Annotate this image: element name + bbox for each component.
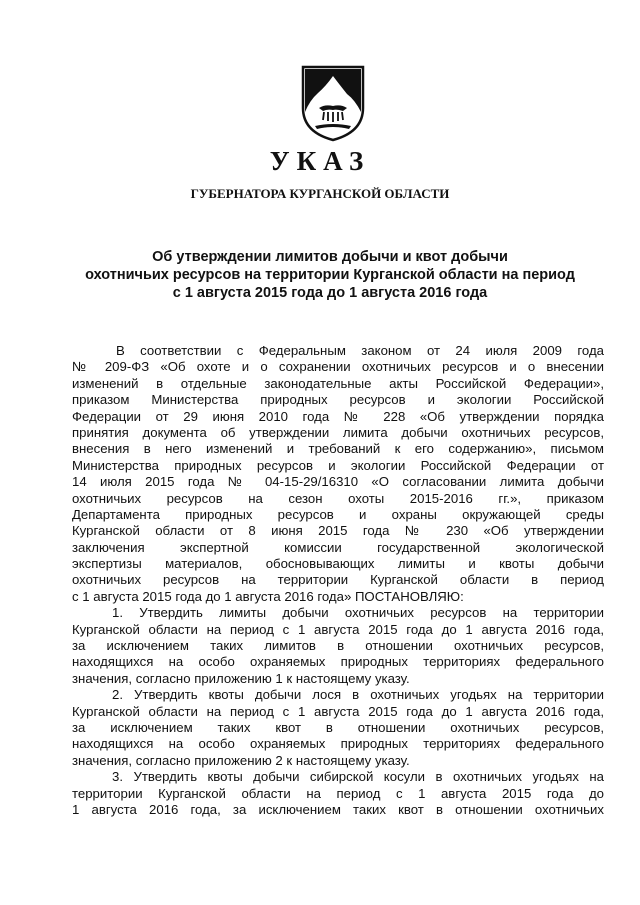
decree-item-3 xyxy=(72,769,604,818)
decree-body xyxy=(72,343,604,818)
decree-item-2 xyxy=(72,687,604,769)
text-line: находящихся на особо охраняемых природных территориях федерального xyxy=(72,736,604,752)
text-line: 3. Утвердить квоты добычи сибирской косули в охотничьих угодьях на xyxy=(112,769,604,785)
text-line: внесения в него изменений и требований к его содержанию», письмом xyxy=(72,441,604,457)
text-line: Министерства природных ресурсов и экологии Российской Федерации от xyxy=(72,457,604,473)
text-line: Курганской области от 8 июня 2015 года № 230 «Об утверждении xyxy=(72,523,604,539)
preamble-paragraph xyxy=(72,343,604,605)
text-line: 1. Утвердить лимиты добычи охотничьих ресурсов на территории xyxy=(112,605,604,621)
text-line: заключения экспертной комиссии государственной экологической xyxy=(72,539,604,555)
coat-of-arms-icon xyxy=(299,64,367,142)
heading-line: охотничьих ресурсов на территории Курганской области на период xyxy=(85,267,575,283)
text-line: Курганской области на период с 1 августа 2015 года до 1 августа 2016 года, xyxy=(72,621,604,637)
text-line: территории Курганской области на период с 1 августа 2015 года до xyxy=(72,785,604,801)
decree-heading xyxy=(60,248,600,302)
text-line: охотничьих ресурсов на территории Курганской области в период xyxy=(72,572,604,588)
text-line: за исключением таких лимитов в отношении охотничьих ресурсов, xyxy=(72,638,604,654)
text-line: № 209-ФЗ «Об охоте и о сохранении охотничьих ресурсов и о внесении xyxy=(72,359,604,375)
text-line: 1 августа 2016 года, за исключением таких квот в отношении охотничьих xyxy=(72,801,604,817)
text-line: с 1 августа 2015 года до 1 августа 2016 года» ПОСТАНОВЛЯЮ: xyxy=(72,588,464,604)
heading-line: Об утверждении лимитов добычи и квот добычи xyxy=(152,249,508,265)
text-line: Федерации от 29 июня 2010 года № 228 «Об утверждении порядка xyxy=(72,408,604,424)
text-line: изменений в отдельные законодательные акты Российской Федерации», xyxy=(72,375,604,391)
text-line: охотничьих ресурсов на сезон охоты 2015-2016 гг.», приказом xyxy=(72,490,604,506)
text-line: В соответствии с Федеральным законом от 24 июля 2009 года xyxy=(116,343,604,358)
text-line: 2. Утвердить квоты добычи лося в охотничьих угодьях на территории xyxy=(112,687,604,703)
text-line: значения, согласно приложению 1 к настоящему указу. xyxy=(72,670,410,686)
text-line: приказом Министерства природных ресурсов и экологии Российской xyxy=(72,392,604,408)
text-line: за исключением таких квот в отношении охотничьих ресурсов, xyxy=(72,719,604,735)
text-line: экспертизы материалов, обосновывающих лимиты и квоты добычи xyxy=(72,556,604,572)
text-line: значения, согласно приложению 2 к настоящему указу. xyxy=(72,752,410,768)
text-line: находящихся на особо охраняемых природных территориях федерального xyxy=(72,654,604,670)
text-line: принятия документа об утверждении лимита добычи охотничьих ресурсов, xyxy=(72,424,604,440)
text-line: Курганской области на период с 1 августа 2015 года до 1 августа 2016 года, xyxy=(72,703,604,719)
document-title: УКАЗ xyxy=(269,146,371,176)
text-line: Департамента природных ресурсов и охраны окружающей среды xyxy=(72,506,604,522)
document-issuer: ГУБЕРНАТОРА КУРГАНСКОЙ ОБЛАСТИ xyxy=(190,186,450,201)
decree-item-1 xyxy=(72,605,604,687)
text-line: 14 июля 2015 года № 04-15-29/16310 «О согласовании лимита добычи xyxy=(72,474,604,490)
heading-line: с 1 августа 2015 года до 1 августа 2016 года xyxy=(172,285,488,301)
